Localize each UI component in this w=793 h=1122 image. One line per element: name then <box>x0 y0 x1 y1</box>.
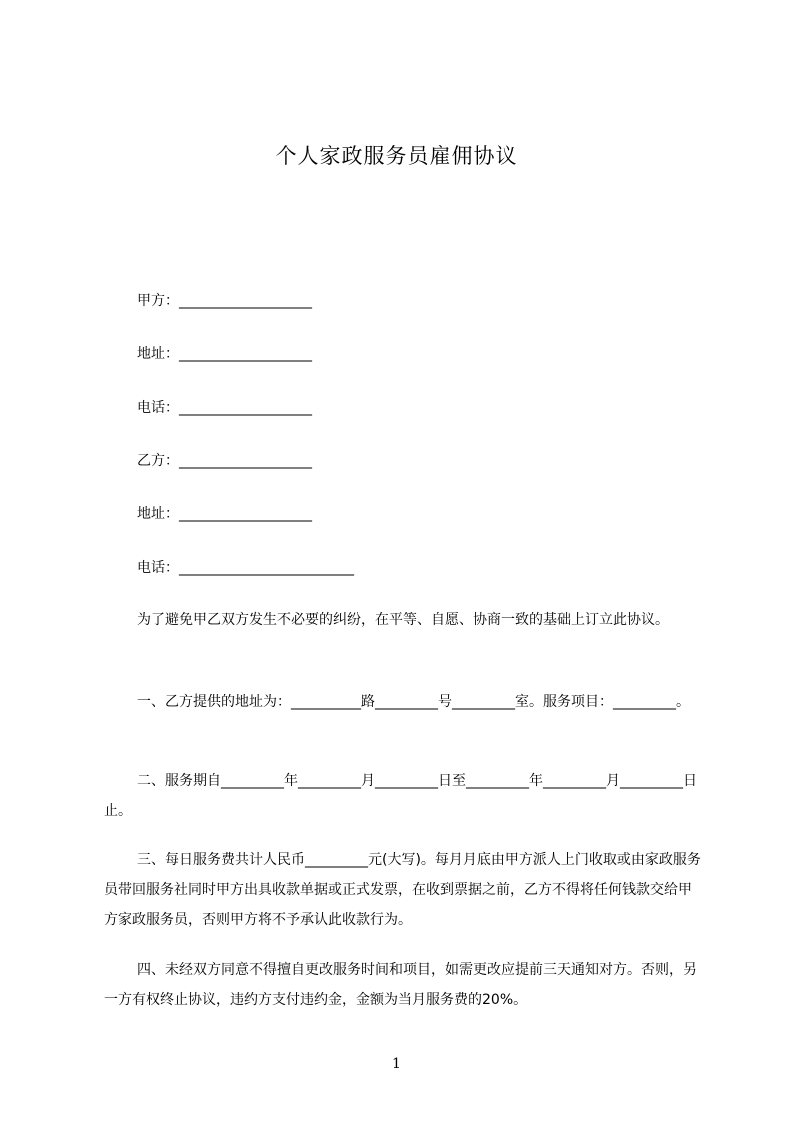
party-b-phone-field: 电话：_________________________ <box>137 560 354 576</box>
party-b-name-field: 乙方：___________________ <box>137 453 312 469</box>
party-a-phone-field: 电话：___________________ <box>137 400 312 416</box>
party-a-address-field: 地址：___________________ <box>137 346 312 362</box>
clause-4-paragraph: 四、未经双方同意不得擅自更改服务时间和项目，如需更改应提前三天通知对方。否则，另一方有权终止协议，违约方支付违约金，金额为当月服务费的20%。 <box>104 962 697 1008</box>
party-b-address-field: 地址：___________________ <box>137 506 312 522</box>
party-a-name-field: 甲方：___________________ <box>137 293 312 309</box>
page-number: 1 <box>392 1056 401 1072</box>
clause-2-paragraph: 二、服务期自_________年_________月_________日至_________年_________月_________日止。 <box>104 773 697 819</box>
clause-1-paragraph: 一、乙方提供的地址为：__________路_________号_________室。服务项目：_________。 <box>137 694 690 710</box>
clause-3-paragraph: 三、每日服务费共计人民币_________元(大写)。每月月底由甲方派人上门收取或由家政服务员带回服务社同时甲方出具收款单据或正式发票，在收到票据之前，乙方不得将任何钱款交给甲方家政服务员，否则甲方将不予承认此收款行为。 <box>104 852 701 928</box>
intro-paragraph: 为了避免甲乙双方发生不必要的纠纷，在平等、自愿、协商一致的基础上订立此协议。 <box>137 612 669 628</box>
document-title: 个人家政服务员雇佣协议 <box>275 144 518 168</box>
